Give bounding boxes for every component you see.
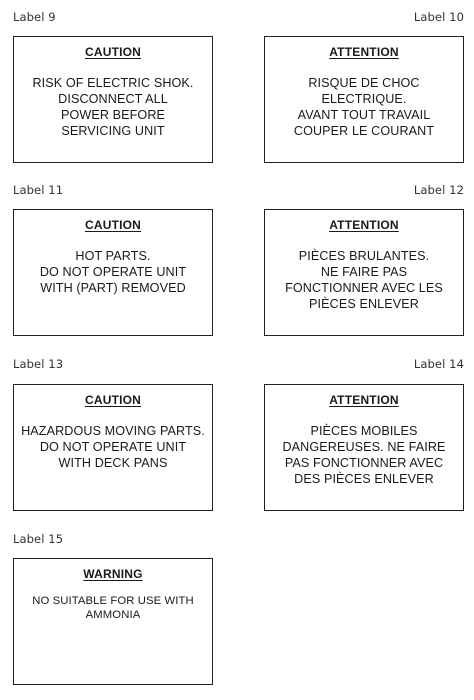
label-12-box [264,209,464,336]
label-13-box [13,384,213,511]
label-15-body: NO SUITABLE FOR USE WITH AMMONIA [32,595,194,621]
label-14-body: PIÈCES MOBILES DANGEREUSES. NE FAIRE PAS FONCTIONNER AVEC DES PIÈCES ENLEVER [282,424,446,486]
label-12-body: PIÈCES BRULANTES. NE FAIRE PAS FONCTIONNER AVEC LES PIÈCES ENLEVER [285,249,443,311]
label-9-title: Label 9 [13,10,56,24]
label-11-box [13,209,213,336]
label-14-heading: ATTENTION [329,393,399,407]
label-9-box [13,36,213,163]
label-9-heading: CAUTION [84,45,142,59]
label-14-title: Label 14 [413,357,464,371]
label-11-heading: CAUTION [84,218,142,232]
label-11-body: HOT PARTS. DO NOT OPERATE UNIT WITH (PART) REMOVED [39,249,187,295]
label-15-heading: WARNING [83,567,143,581]
label-13-heading: CAUTION [84,393,142,407]
label-14-box [264,384,464,511]
label-10-heading: ATTENTION [329,45,399,59]
label-10-title: Label 10 [413,10,464,24]
label-12-heading: ATTENTION [329,218,399,232]
label-10-box [264,36,464,163]
label-12-title: Label 12 [413,183,464,197]
label-13-title: Label 13 [13,357,64,371]
label-15-box [13,558,213,685]
label-11-title: Label 11 [13,183,64,197]
label-9-body: RISK OF ELECTRIC SHOK. DISCONNECT ALL POWER BEFORE SERVICING UNIT [32,76,194,138]
label-15-title: Label 15 [13,532,64,546]
label-10-body: RISQUE DE CHOC ELECTRIQUE. AVANT TOUT TRAVAIL COUPER LE COURANT [293,76,435,138]
label-13-body: HAZARDOUS MOVING PARTS. DO NOT OPERATE UNIT WITH DECK PANS [21,424,205,470]
